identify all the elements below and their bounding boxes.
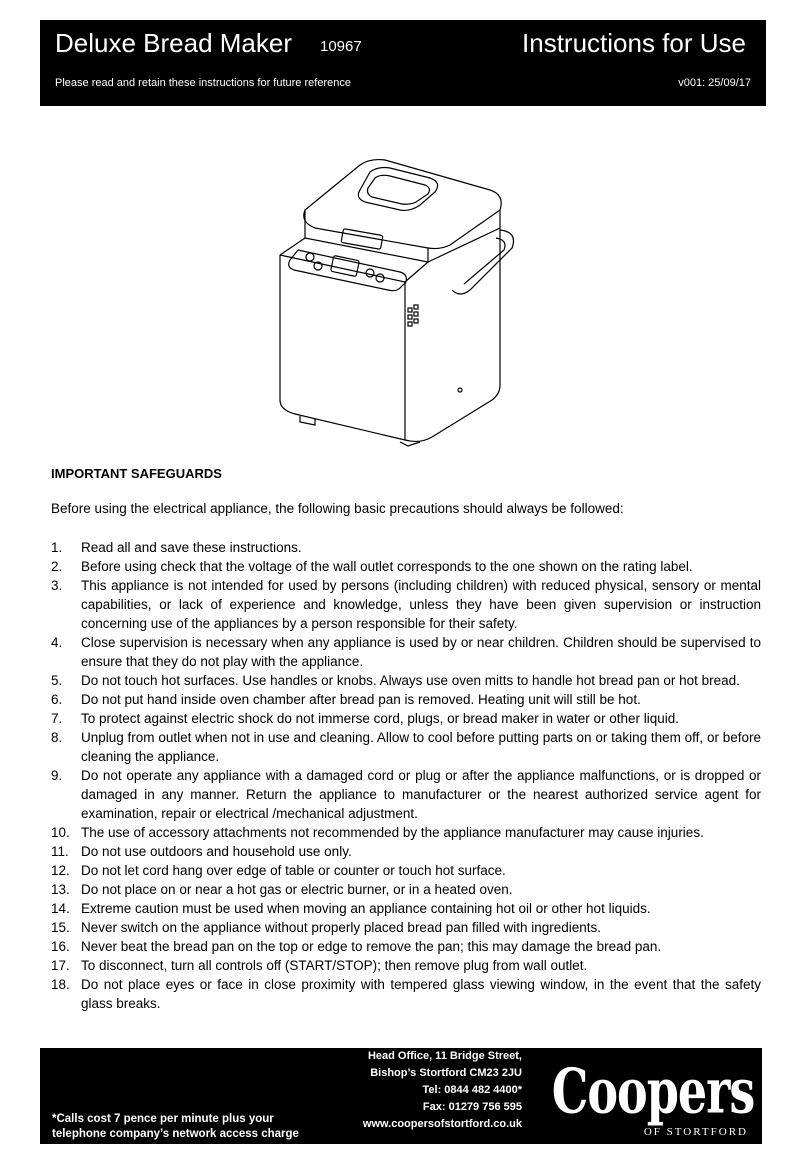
list-item [51,880,761,899]
list-item [51,538,761,557]
item-number: 7. [51,711,63,726]
list-item [51,861,761,880]
item-number: 3. [51,578,63,593]
item-number: 9. [51,768,63,783]
item-text: Unplug from outlet when not in use and cleaning. Allow to cool before putting parts on or taking them off, or before cleaning the appliance. [81,730,761,764]
item-number: 6. [51,692,63,707]
item-text: Do not use outdoors and household use only. [81,844,352,859]
item-text: Do not let cord hang over edge of table or counter or touch hot surface. [81,863,506,878]
item-text: Do not put hand inside oven chamber after bread pan is removed. Heating unit will still be hot. [81,692,641,707]
item-text: Never switch on the appliance without properly placed bread pan filled with ingredients. [81,920,602,935]
item-text: Never beat the bread pan on the top or edge to remove the pan; this may damage the bread pan. [81,939,662,954]
safeguards-intro: Before using the electrical appliance, the following basic precautions should always be followed: [51,501,624,516]
list-item [51,956,761,975]
item-text: Do not operate any appliance with a damaged cord or plug or after the appliance malfunctions, or is dropped or damaged in any manner. Return the appliance to manufacturer or the nearest authorized service agent for examination, repair or electrical /mechanical adjustment. [81,768,761,821]
item-text: Read all and save these instructions. [81,540,302,555]
website-line: www.coopersofstortford.co.uk [362,1118,522,1130]
list-item [51,937,761,956]
call-cost-note [52,1112,299,1142]
list-item [51,709,761,728]
instructions-title: Instructions for Use [522,28,746,58]
list-item [51,728,761,766]
item-text: Extreme caution must be used when moving an appliance containing hot oil or other hot liquids. [81,901,651,916]
list-item [51,690,761,709]
logo-subtitle: OF STORTFORD [643,1126,748,1138]
document-title: Deluxe Bread Maker [55,28,292,58]
logo-wordmark: Coopers [551,1054,755,1128]
item-text: Do not touch hot surfaces. Use handles or knobs. Always use oven mitts to handle hot bread pan or hot bread. [81,673,740,688]
item-text: To disconnect, turn all controls off (START/STOP); then remove plug from wall outlet. [81,958,588,973]
item-text: Close supervision is necessary when any appliance is used by or near children. Children should be supervised to ensure that they do not play with the appliance. [81,635,761,669]
safeguards-list [51,538,761,1013]
footer-banner [40,1048,762,1144]
model-number: 10967 [320,38,362,55]
version-label: v001: 25/09/17 [678,77,751,89]
item-number: 17. [51,958,70,973]
list-item [51,975,761,1013]
list-item [51,633,761,671]
list-item [51,766,761,823]
item-number: 16. [51,939,70,954]
item-text: This appliance is not intended for used by persons (including children) with reduced physical, sensory or mental capabilities, or lack of experience and knowledge, unless they have been given supervision or instruction concerning use of the appliances by a person responsible for their safety. [81,578,761,631]
item-text: The use of accessory attachments not recommended by the appliance manufacturer may cause injuries. [81,825,704,840]
safeguards-heading: IMPORTANT SAFEGUARDS [51,466,222,481]
item-number: 5. [51,673,63,688]
list-item [51,842,761,861]
fax-line: Fax: 01279 756 595 [422,1101,522,1113]
item-number: 13. [51,882,70,897]
list-item [51,671,761,690]
header-subtitle: Please read and retain these instructions for future reference [55,77,351,89]
header-banner [40,20,766,106]
item-number: 2. [51,559,63,574]
item-number: 1. [51,540,63,555]
item-number: 8. [51,730,63,745]
bread-maker-illustration [260,150,520,450]
item-number: 12. [51,863,70,878]
phone-line: Tel: 0844 482 4400* [422,1084,522,1096]
list-item [51,557,761,576]
list-item [51,823,761,842]
list-item [51,899,761,918]
head-office-address [363,1048,522,1133]
item-text: To protect against electric shock do not immerse cord, plugs, or bread maker in water or other liquid. [81,711,680,726]
note-line: *Calls cost 7 pence per minute plus your [52,1113,274,1125]
item-text: Do not place eyes or face in close proximity with tempered glass viewing window, in the event that the safety glass breaks. [81,977,761,1011]
item-number: 14. [51,901,70,916]
item-number: 10. [51,825,70,840]
item-number: 4. [51,635,63,650]
note-line: telephone company’s network access charge [52,1128,299,1140]
item-number: 11. [51,844,69,859]
address-line: Bishop’s Stortford CM23 2JU [370,1067,522,1079]
item-number: 18. [51,977,70,992]
item-text: Do not place on or near a hot gas or electric burner, or in a heated oven. [81,882,513,897]
list-item [51,918,761,937]
address-line: Head Office, 11 Bridge Street, [367,1050,522,1062]
coopers-logo [548,1056,758,1138]
item-text: Before using check that the voltage of the wall outlet corresponds to the one shown on the rating label. [81,559,693,574]
list-item [51,576,761,633]
item-number: 15. [51,920,70,935]
